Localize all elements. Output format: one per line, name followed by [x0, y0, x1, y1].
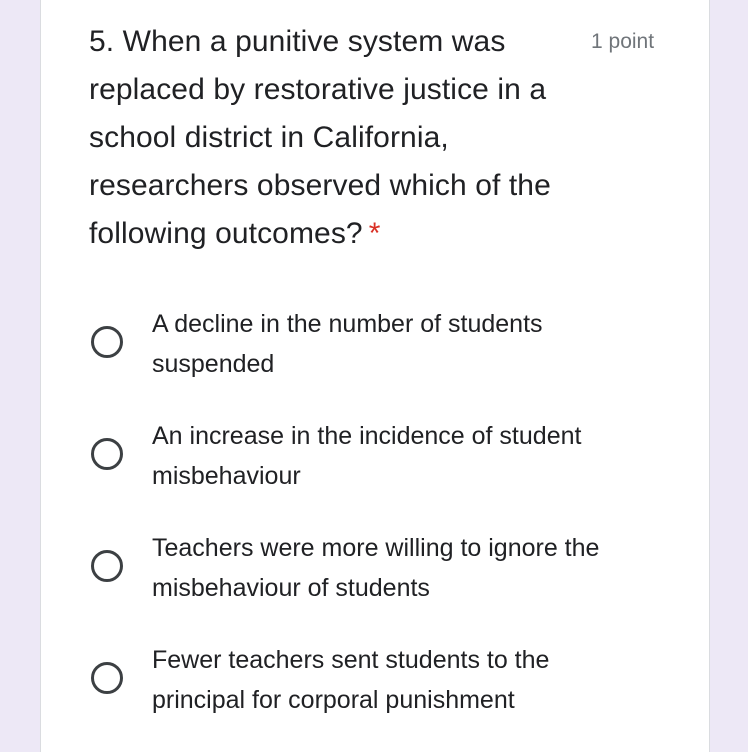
radio-button[interactable]: [91, 326, 123, 358]
option-label[interactable]: Fewer teachers sent students to the principal for corporal punishment: [152, 646, 550, 714]
question-points: 1 point: [591, 30, 655, 53]
answer-option[interactable]: [89, 526, 689, 638]
radio-button[interactable]: [91, 662, 123, 694]
option-label[interactable]: A decline in the number of students suspended: [152, 310, 543, 378]
question-title: [89, 18, 569, 258]
radio-button[interactable]: [91, 550, 123, 582]
question-text: When a punitive system was replaced by restorative justice in a school district in California, researchers observed which of the following outcomes?: [89, 25, 551, 250]
required-asterisk: *: [368, 217, 381, 250]
answer-options: [89, 302, 689, 750]
answer-option[interactable]: [89, 638, 689, 750]
option-label[interactable]: Teachers were more willing to ignore the misbehaviour of students: [152, 534, 600, 602]
question-card: [40, 0, 710, 752]
radio-button[interactable]: [91, 438, 123, 470]
question-header: [89, 18, 689, 258]
answer-option[interactable]: [89, 302, 689, 414]
option-label[interactable]: An increase in the incidence of student misbehaviour: [152, 422, 582, 490]
question-number: 5.: [89, 25, 115, 58]
answer-option[interactable]: [89, 414, 689, 526]
